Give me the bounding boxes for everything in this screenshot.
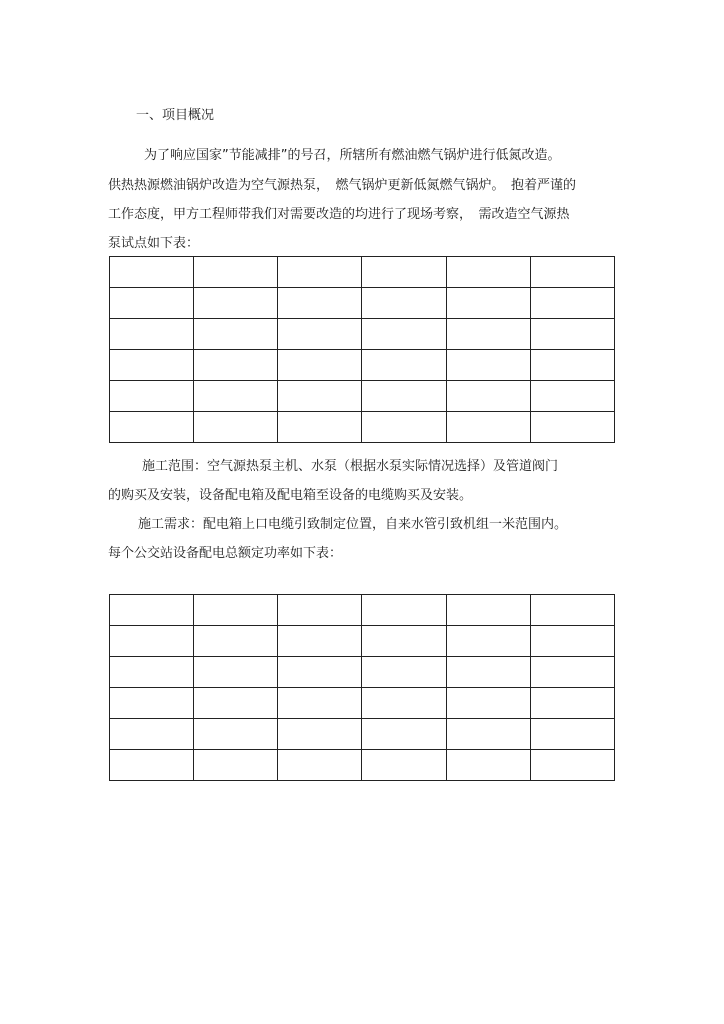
table-cell — [362, 657, 446, 688]
table-cell — [362, 719, 446, 750]
table-cell — [278, 595, 362, 626]
table-row — [110, 626, 615, 657]
table-cell — [110, 595, 194, 626]
table-cell — [110, 381, 194, 412]
paragraph-line: 为了响应国家”节能减排”的号召，所辖所有燃油燃气锅炉进行低氮改造。 — [144, 148, 561, 163]
pilot-sites-table — [109, 256, 615, 443]
table-cell — [446, 257, 530, 288]
table-cell — [530, 657, 614, 688]
table-cell — [530, 257, 614, 288]
paragraph-line: 泵试点如下表： — [108, 236, 200, 251]
table-cell — [278, 319, 362, 350]
table-cell — [194, 719, 278, 750]
table-row — [110, 595, 615, 626]
table-row — [110, 288, 615, 319]
table-row — [110, 319, 615, 350]
table-cell — [362, 319, 446, 350]
table-cell — [530, 595, 614, 626]
table-cell — [362, 688, 446, 719]
table-cell — [530, 719, 614, 750]
table-cell — [110, 412, 194, 443]
table-cell — [194, 657, 278, 688]
table-cell — [110, 657, 194, 688]
table-cell — [530, 688, 614, 719]
table-cell — [110, 719, 194, 750]
table-cell — [194, 319, 278, 350]
table-row — [110, 688, 615, 719]
table-cell — [110, 350, 194, 381]
table-row — [110, 412, 615, 443]
table-cell — [530, 350, 614, 381]
table-cell — [194, 626, 278, 657]
table-row — [110, 350, 615, 381]
table-cell — [194, 750, 278, 781]
table-cell — [278, 719, 362, 750]
table-cell — [446, 288, 530, 319]
table-cell — [446, 750, 530, 781]
table-cell — [362, 626, 446, 657]
table-cell — [278, 412, 362, 443]
table-row — [110, 381, 615, 412]
table-cell — [194, 381, 278, 412]
table-cell — [278, 657, 362, 688]
table-cell — [278, 626, 362, 657]
table-cell — [446, 688, 530, 719]
table-cell — [362, 288, 446, 319]
table-row — [110, 719, 615, 750]
table-cell — [362, 257, 446, 288]
table-row — [110, 657, 615, 688]
table-cell — [530, 381, 614, 412]
paragraph-line: 的购买及安装，设备配电箱及配电箱至设备的电缆购买及安装。 — [108, 488, 473, 503]
table-cell — [362, 412, 446, 443]
table-cell — [362, 595, 446, 626]
table-cell — [446, 626, 530, 657]
paragraph-line: 供热热源燃油锅炉改造为空气源热泵， 燃气锅炉更新低氮燃气锅炉。 抱着严谨的 — [108, 178, 577, 193]
table-cell — [110, 257, 194, 288]
table-cell — [530, 626, 614, 657]
table-cell — [362, 350, 446, 381]
table-cell — [278, 288, 362, 319]
table-cell — [530, 288, 614, 319]
paragraph-line: 每个公交站设备配电总额定功率如下表： — [108, 546, 343, 561]
table-cell — [362, 381, 446, 412]
table-cell — [446, 595, 530, 626]
table-cell — [446, 412, 530, 443]
table-cell — [530, 750, 614, 781]
section-heading: 一、项目概况 — [136, 108, 215, 123]
table-cell — [194, 350, 278, 381]
table-cell — [194, 595, 278, 626]
table-cell — [530, 319, 614, 350]
table-cell — [110, 688, 194, 719]
paragraph-line: 工作态度，甲方工程师带我们对需要改造的均进行了现场考察， 需改造空气源热 — [108, 207, 570, 222]
table-cell — [278, 350, 362, 381]
table-cell — [194, 688, 278, 719]
table-cell — [278, 381, 362, 412]
table-cell — [446, 350, 530, 381]
paragraph-line: 施工需求：配电箱上口电缆引致制定位置，自来水管引致机组一米范围内。 — [138, 517, 568, 532]
table-cell — [446, 381, 530, 412]
table-row — [110, 750, 615, 781]
table-cell — [362, 750, 446, 781]
table-cell — [110, 750, 194, 781]
power-rating-table — [109, 594, 615, 781]
table-cell — [110, 626, 194, 657]
table-cell — [194, 412, 278, 443]
table-cell — [110, 319, 194, 350]
table-cell — [194, 257, 278, 288]
table-cell — [446, 719, 530, 750]
paragraph-line: 施工范围：空气源热泵主机、水泵（根据水泵实际情况选择）及管道阀门 — [142, 459, 559, 474]
table-cell — [194, 288, 278, 319]
table-row — [110, 257, 615, 288]
table-cell — [446, 319, 530, 350]
table-cell — [278, 257, 362, 288]
table-cell — [446, 657, 530, 688]
table-cell — [530, 412, 614, 443]
table-cell — [278, 688, 362, 719]
table-cell — [278, 750, 362, 781]
table-cell — [110, 288, 194, 319]
